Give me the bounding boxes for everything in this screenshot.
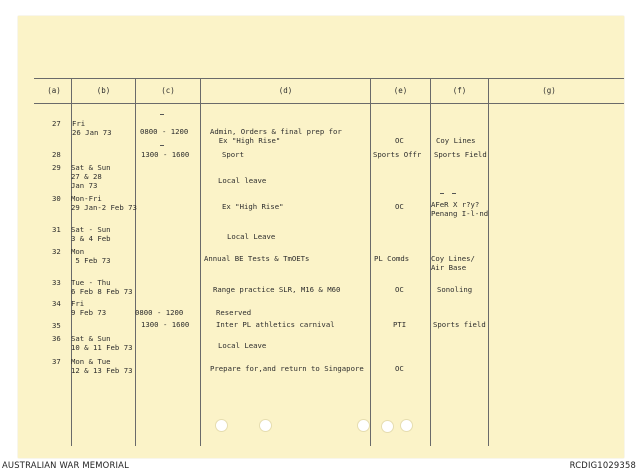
archive-id: RCDIG1029358 xyxy=(569,460,636,470)
punch-hole xyxy=(259,419,272,432)
row-activity: Admin, Orders & final prep for Ex "High Rise" xyxy=(210,127,342,146)
row-number: 30 xyxy=(52,194,61,203)
column-header-a: (a) xyxy=(47,86,61,95)
row-location: Coy Lines xyxy=(436,136,476,145)
row-date: Mon & Tue 12 & 13 Feb 73 xyxy=(71,357,133,376)
row-location: Sports field xyxy=(433,320,486,329)
typed-dash-mark xyxy=(440,193,444,194)
row-location: Sonoling xyxy=(437,285,473,294)
row-responsibility: OC xyxy=(395,285,404,294)
column-rule xyxy=(135,78,136,446)
row-date: Sat - Sun 3 & 4 Feb xyxy=(71,225,111,244)
row-time: 1300 - 1600 xyxy=(141,150,190,159)
row-location: AFeR X r?y? Penang I-l-nd xyxy=(431,200,489,219)
row-date: Mon 5 Feb 73 xyxy=(71,247,111,266)
column-header-g: (g) xyxy=(542,86,556,95)
row-number: 31 xyxy=(52,225,61,234)
row-activity: Sport xyxy=(222,150,244,159)
row-date: Sat & Sun 10 & 11 Feb 73 xyxy=(71,334,133,353)
row-number: 28 xyxy=(52,150,61,159)
row-responsibility: OC xyxy=(395,364,404,373)
row-responsibility: PL Comds xyxy=(374,254,410,263)
column-header-f: (f) xyxy=(452,86,467,95)
punch-hole xyxy=(400,419,413,432)
row-activity: Annual BE Tests & TmOETs xyxy=(204,254,310,263)
row-number: 29 xyxy=(52,163,61,172)
column-header-d: (d) xyxy=(278,86,293,95)
typed-dash-mark xyxy=(160,145,164,146)
row-time: 0800 - 1200 xyxy=(140,127,189,136)
row-responsibility: OC xyxy=(395,202,404,211)
column-rule xyxy=(488,78,489,446)
row-activity: Reserved xyxy=(216,308,252,317)
row-activity: Local Leave xyxy=(227,232,276,241)
row-location: Coy Lines/ Air Base xyxy=(431,254,475,273)
column-header-b: (b) xyxy=(96,86,111,95)
row-activity: Range practice SLR, M16 & M60 xyxy=(213,285,341,294)
row-activity: Local leave xyxy=(218,176,267,185)
archive-credit: AUSTRALIAN WAR MEMORIAL xyxy=(2,460,129,470)
column-header-c: (c) xyxy=(161,86,175,95)
row-activity: Ex "High Rise" xyxy=(222,202,284,211)
punch-hole xyxy=(215,419,228,432)
row-number: 37 xyxy=(52,357,61,366)
row-date: Sat & Sun 27 & 28 Jan 73 xyxy=(71,163,111,191)
row-activity: Inter PL athletics carnival xyxy=(216,320,335,329)
column-header-e: (e) xyxy=(393,86,408,95)
row-number: 27 xyxy=(52,119,61,128)
row-number: 35 xyxy=(52,321,61,330)
row-time: 0800 - 1200 xyxy=(135,308,184,317)
row-activity: Local Leave xyxy=(218,341,267,350)
column-rule xyxy=(370,78,371,446)
row-date: Tue - Thu 6 Feb 8 Feb 73 xyxy=(71,278,133,297)
table-top-rule xyxy=(34,78,624,79)
row-time: 1300 - 1600 xyxy=(141,320,190,329)
header-bottom-rule xyxy=(34,103,624,104)
row-date: Fri 26 Jan 73 xyxy=(72,119,112,138)
punch-hole xyxy=(357,419,370,432)
row-activity: Prepare for,and return to Singapore xyxy=(210,364,364,373)
row-responsibility: PTI xyxy=(393,320,407,329)
row-number: 33 xyxy=(52,278,61,287)
typed-dash-mark xyxy=(452,193,456,194)
row-responsibility: OC xyxy=(395,136,404,145)
row-date: Fri 9 Feb 73 xyxy=(71,299,107,318)
punch-hole xyxy=(381,420,394,433)
row-number: 36 xyxy=(52,334,61,343)
row-location: Sports Field xyxy=(434,150,487,159)
row-responsibility: Sports Offr xyxy=(373,150,422,159)
row-number: 34 xyxy=(52,299,61,308)
row-number: 32 xyxy=(52,247,61,256)
typed-dash-mark xyxy=(160,114,164,115)
column-rule xyxy=(200,78,201,446)
row-date: Mon-Fri 29 Jan-2 Feb 73 xyxy=(71,194,137,213)
